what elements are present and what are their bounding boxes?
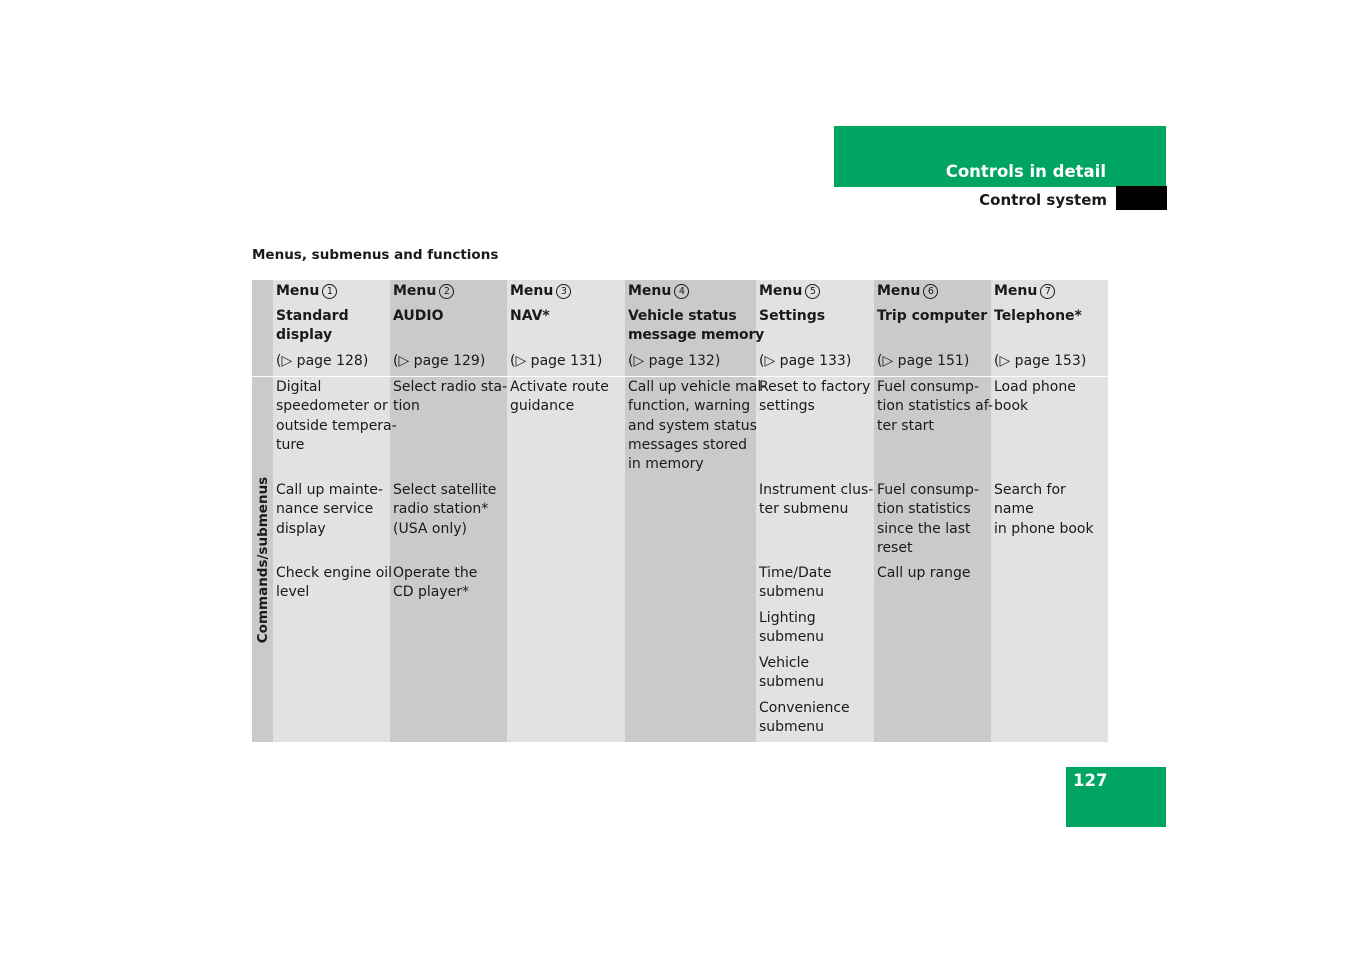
menu-2-item-2: Select satellite radio station* (USA only) [393, 482, 497, 537]
side-label-text: Commands/submenus [254, 476, 271, 643]
menu-5-item-6: Convenience submenu [759, 700, 850, 736]
menu-7-item-1: Load phone book [994, 379, 1076, 415]
menu-number-badge: 7 [1040, 284, 1055, 299]
menu-2-title: AUDIO [393, 308, 444, 324]
menu-6-item-3: Call up range [877, 565, 971, 581]
menu-6-page-ref: (▷ page 151) [877, 353, 970, 369]
menu-number-badge: 4 [674, 284, 689, 299]
menu-4-title: Vehicle status message memory [628, 308, 765, 344]
menu-5-title: Settings [759, 308, 826, 324]
menu-label: Menu [393, 283, 437, 299]
subsection-title: Control system [979, 191, 1107, 209]
menu-4-item-1: Call up vehicle mal- function, warning and system status messages stored in memory [628, 379, 767, 473]
menu-7-title: Telephone* [994, 308, 1082, 324]
menu-5-item-1: Reset to factory settings [759, 379, 871, 415]
menu-3-item-1: Activate route guidance [510, 379, 609, 415]
menu-2-item-3: Operate the CD player* [393, 565, 478, 601]
menu-label: Menu [877, 283, 921, 299]
menu-label: Menu [510, 283, 554, 299]
menu-1-item-2: Call up mainte- nance service display [276, 482, 383, 537]
menu-2-heading [393, 282, 454, 301]
menu-7-item-2: Search for name in phone book [994, 482, 1094, 537]
menu-1-item-1: Digital speedometer or outside tempera- ture [276, 379, 397, 453]
menu-number-badge: 6 [923, 284, 938, 299]
page-number: 127 [1073, 771, 1108, 790]
menu-3-heading [510, 282, 571, 301]
page-number-box [1066, 767, 1166, 827]
menu-4-page-ref: (▷ page 132) [628, 353, 721, 369]
menu-7-heading [994, 282, 1055, 301]
menu-6-item-2: Fuel consump- tion statistics since the last reset [877, 482, 979, 556]
thumb-tab-marker [1116, 186, 1167, 210]
menu-6-item-1: Fuel consump- tion statistics af- ter start [877, 379, 993, 434]
commands-submenus-label [252, 377, 273, 742]
menu-number-badge: 2 [439, 284, 454, 299]
menu-3-title: NAV* [510, 308, 550, 324]
menu-1-page-ref: (▷ page 128) [276, 353, 369, 369]
menu-2-page-ref: (▷ page 129) [393, 353, 486, 369]
menu-2-item-1: Select radio sta- tion [393, 379, 508, 415]
menu-5-heading [759, 282, 820, 301]
menu-1-title: Standard display [276, 308, 349, 344]
menu-6-title: Trip computer [877, 308, 988, 324]
menu-1-item-3: Check engine oil level [276, 565, 393, 601]
menu-label: Menu [628, 283, 672, 299]
section-title: Controls in detail [945, 162, 1106, 181]
menu-7-page-ref: (▷ page 153) [994, 353, 1087, 369]
menu-4-heading [628, 282, 689, 301]
menu-5-item-5: Vehicle submenu [759, 655, 825, 691]
table-caption: Menus, submenus and functions [252, 247, 499, 263]
menu-label: Menu [276, 283, 320, 299]
section-header [834, 126, 1166, 187]
header-divider [252, 376, 1108, 377]
menu-6-heading [877, 282, 938, 301]
menu-label: Menu [759, 283, 803, 299]
menu-5-item-4: Lighting submenu [759, 610, 825, 646]
table-column-3 [507, 280, 625, 742]
menu-3-page-ref: (▷ page 131) [510, 353, 603, 369]
menu-table [252, 280, 1108, 742]
menu-1-heading [276, 282, 337, 301]
menu-number-badge: 5 [805, 284, 820, 299]
menu-label: Menu [994, 283, 1038, 299]
menu-5-item-3: Time/Date submenu [759, 565, 832, 601]
menu-number-badge: 3 [556, 284, 571, 299]
menu-number-badge: 1 [322, 284, 337, 299]
menu-5-item-2: Instrument clus- ter submenu [759, 482, 874, 518]
table-column-4 [625, 280, 756, 742]
menu-5-page-ref: (▷ page 133) [759, 353, 852, 369]
